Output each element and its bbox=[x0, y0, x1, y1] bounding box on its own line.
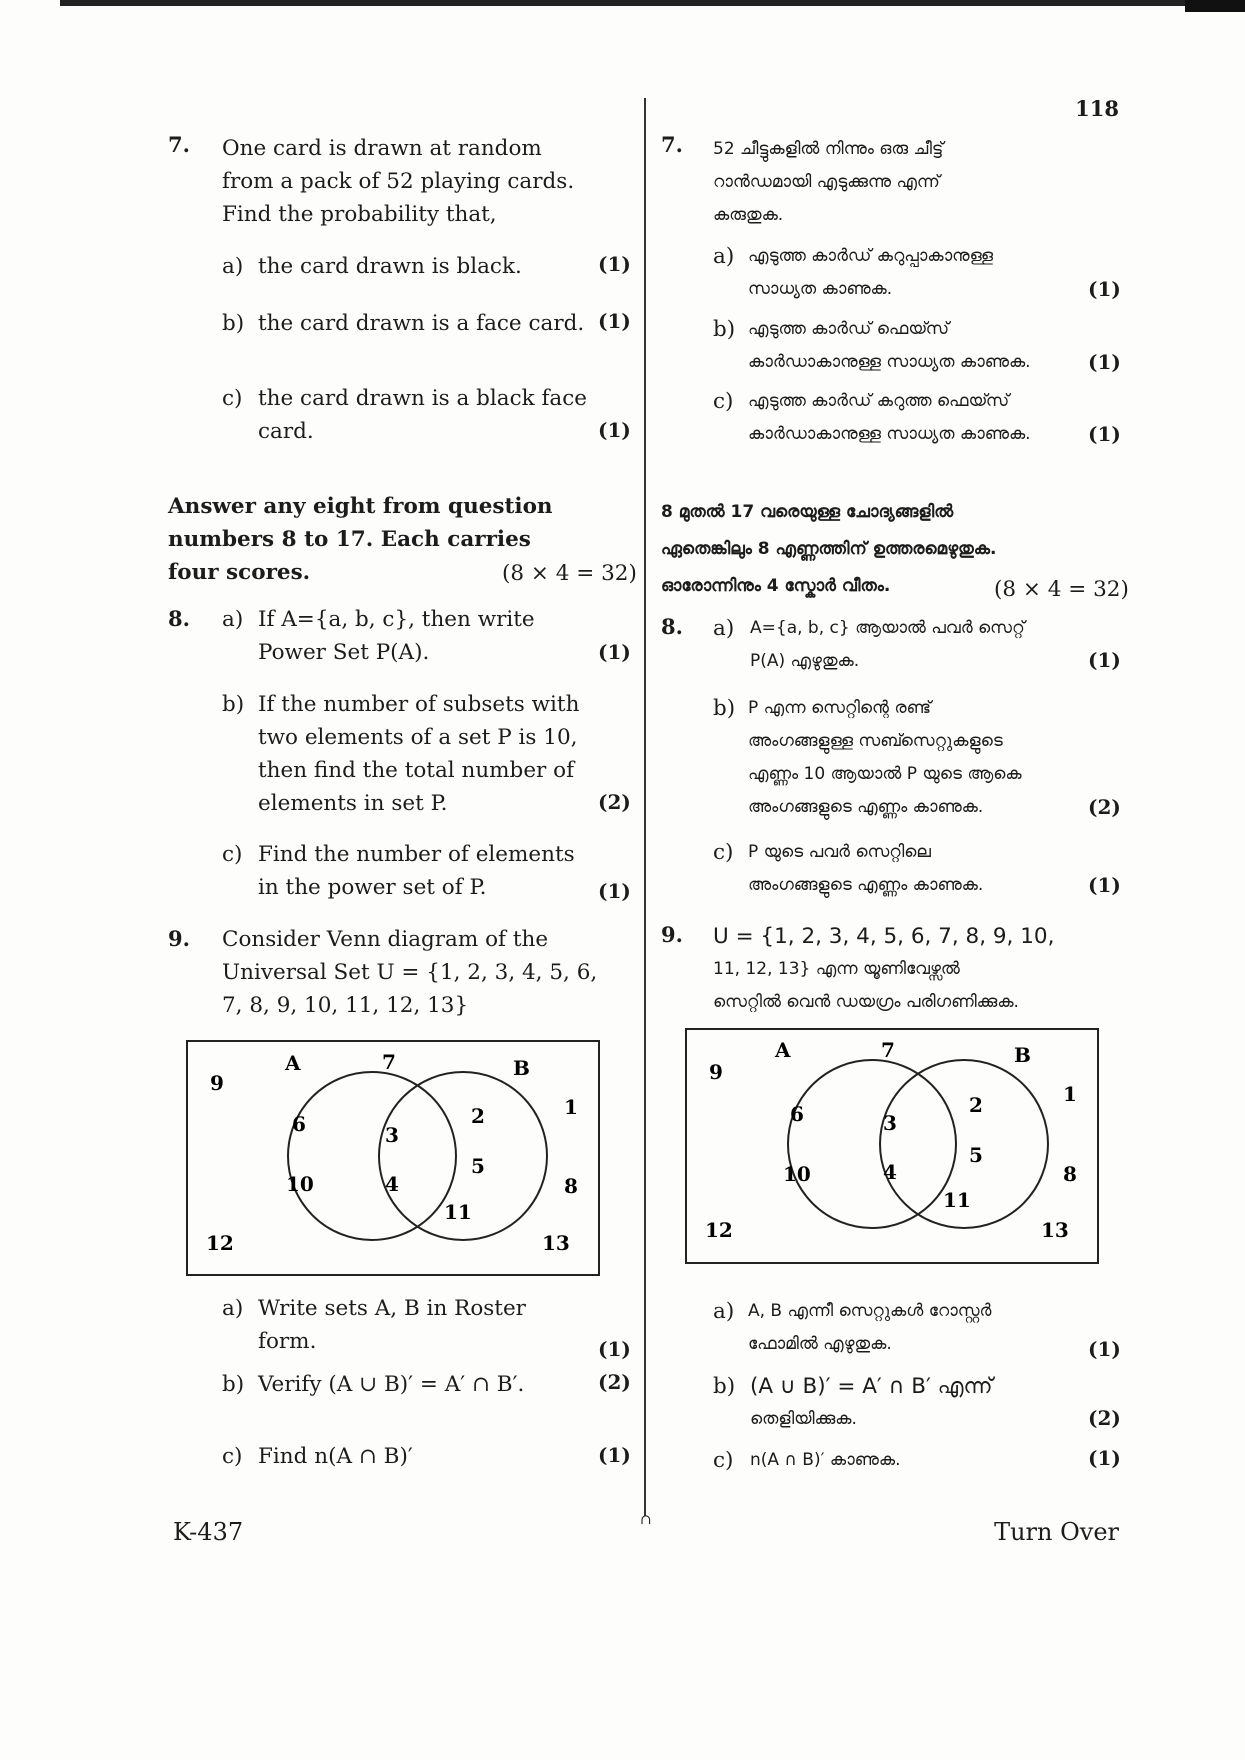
ml-q7b-line: കാർഡാകാനുള്ള സാധ്യത കാണുക. bbox=[748, 352, 1031, 372]
ml-q8-number: 8. bbox=[661, 614, 683, 639]
q8c-mark: (1) bbox=[598, 879, 631, 903]
venn-region-b: 11 bbox=[444, 1200, 472, 1224]
venn-region-b: 5 bbox=[969, 1143, 983, 1167]
q8b-line: elements in set P. bbox=[258, 791, 448, 816]
ml-q9c-mark: (1) bbox=[1088, 1446, 1121, 1470]
venn-region-ab: 4 bbox=[385, 1172, 399, 1196]
ml-q8b-label: b) bbox=[713, 696, 736, 721]
venn-region-b: 11 bbox=[943, 1188, 971, 1212]
ml-q9b-label: b) bbox=[713, 1374, 736, 1399]
ml-q8b-line: P എന്ന സെറ്റിന്റെ രണ്ട് bbox=[748, 698, 932, 718]
q8c-line: in the power set of P. bbox=[258, 875, 487, 900]
q9-stem-line: Universal Set U = {1, 2, 3, 4, 5, 6, bbox=[222, 960, 598, 985]
q9c-label: c) bbox=[222, 1444, 243, 1469]
q8b-mark: (2) bbox=[598, 790, 631, 814]
q8a-text bbox=[258, 603, 535, 669]
ml-q9b-line: (A ∪ B)′ = A′ ∩ B′ എന്ന് bbox=[750, 1374, 993, 1399]
ml-q7c-line: എടുത്ത കാർഡ് കറുത്ത ഫെയ്സ് bbox=[748, 391, 1010, 411]
q9-number: 9. bbox=[168, 926, 190, 951]
ml-q7-stem-line: 52 ചീട്ടുകളിൽ നിന്നും ഒരു ചീട്ട് bbox=[713, 139, 944, 159]
ml-q8c-line: അംഗങ്ങളുടെ എണ്ണം കാണുക. bbox=[748, 875, 984, 895]
venn-label-b: B bbox=[1014, 1043, 1031, 1067]
q7-stem-line: One card is drawn at random bbox=[222, 136, 542, 161]
ml-q9-stem-line: 11, 12, 13} എന്ന യൂണിവേഴ്സൽ bbox=[713, 959, 960, 979]
q7a-label: a) bbox=[222, 254, 244, 279]
q8b-line: If the number of subsets with bbox=[258, 692, 580, 717]
q9b-mark: (2) bbox=[598, 1370, 631, 1394]
venn-region-ab: 3 bbox=[385, 1123, 399, 1147]
q8-number: 8. bbox=[168, 606, 190, 631]
venn-outside: 12 bbox=[705, 1218, 733, 1242]
ml-q9b-mark: (2) bbox=[1088, 1406, 1121, 1430]
q7-stem-line: from a pack of 52 playing cards. bbox=[222, 169, 575, 194]
venn-diagram-english bbox=[186, 1040, 600, 1280]
venn-region-b: 2 bbox=[969, 1093, 983, 1117]
ml-q8c-label: c) bbox=[713, 840, 734, 865]
q7b-label: b) bbox=[222, 311, 245, 336]
q7c-mark: (1) bbox=[598, 418, 631, 442]
ml-q9b-line: തെളിയിക്കുക. bbox=[750, 1409, 857, 1429]
q8c-label: c) bbox=[222, 842, 243, 867]
q7a-mark: (1) bbox=[598, 252, 631, 276]
ml-q7a-label: a) bbox=[713, 244, 735, 269]
ml-section-line: 8 മുതൽ 17 വരെയുള്ള ചോദ്യങ്ങളിൽ bbox=[661, 502, 954, 522]
ml-q8a-label: a) bbox=[713, 616, 735, 641]
ml-q9a-label: a) bbox=[713, 1299, 735, 1324]
ml-q7a-line: എടുത്ത കാർഡ് കറുപ്പാകാനുള്ള bbox=[748, 246, 994, 266]
section-line: numbers 8 to 17. Each carries bbox=[168, 527, 531, 552]
ml-q9-number: 9. bbox=[661, 922, 683, 947]
venn-outside: 9 bbox=[210, 1071, 224, 1095]
venn-region-a: 10 bbox=[783, 1162, 811, 1186]
column-divider bbox=[644, 98, 646, 1516]
paper-code: K-437 bbox=[173, 1518, 244, 1546]
turn-over-label: Turn Over bbox=[994, 1518, 1119, 1546]
venn-region-ab: 3 bbox=[883, 1111, 897, 1135]
ml-q8a-line: P(A) എഴുതുക. bbox=[750, 651, 860, 671]
ml-q7b-mark: (1) bbox=[1088, 350, 1121, 374]
venn-region-b: 2 bbox=[471, 1104, 485, 1128]
ml-q7b-text bbox=[748, 313, 1031, 379]
q7a-text: the card drawn is black. bbox=[258, 254, 522, 279]
ml-q7c-text bbox=[748, 385, 1031, 451]
q8a-mark: (1) bbox=[598, 640, 631, 664]
q7-number: 7. bbox=[168, 132, 190, 157]
q8b-label: b) bbox=[222, 692, 245, 717]
ml-q8c-mark: (1) bbox=[1088, 873, 1121, 897]
ml-q9a-mark: (1) bbox=[1088, 1337, 1121, 1361]
q9-stem-line: 7, 8, 9, 10, 11, 12, 13} bbox=[222, 993, 469, 1018]
ml-section-line: ഓരോന്നിനും 4 സ്കോർ വീതം. bbox=[661, 576, 891, 596]
ml-q7a-text bbox=[748, 240, 993, 306]
q8b-text bbox=[258, 688, 579, 820]
q7b-text: the card drawn is a face card. bbox=[258, 311, 585, 336]
ml-q8b-line: അംഗങ്ങളുടെ എണ്ണം കാണുക. bbox=[748, 797, 984, 817]
venn-label-a: A bbox=[775, 1038, 791, 1062]
venn-diagram-malayalam bbox=[685, 1028, 1099, 1268]
q9-stem bbox=[222, 923, 602, 1022]
q7-stem bbox=[222, 132, 582, 231]
ml-q9c-text: n(A ∩ B)′ കാണുക. bbox=[750, 1450, 901, 1470]
ml-q8a-line: A={a, b, c} ആയാൽ പവർ സെറ്റ് bbox=[750, 618, 1025, 638]
ml-q7-number: 7. bbox=[661, 132, 683, 157]
venn-outside: 13 bbox=[542, 1231, 570, 1255]
ml-section-line: ഏതെങ്കിലും 8 എണ്ണത്തിന് ഉത്തരമെഴുതുക. bbox=[661, 539, 997, 559]
q8c-line: Find the number of elements bbox=[258, 842, 575, 867]
ml-q7a-mark: (1) bbox=[1088, 277, 1121, 301]
q9c-mark: (1) bbox=[598, 1443, 631, 1467]
ml-q9c-label: c) bbox=[713, 1448, 734, 1473]
venn-outside: 1 bbox=[564, 1095, 578, 1119]
venn-outside: 13 bbox=[1041, 1218, 1069, 1242]
venn-outside: 12 bbox=[206, 1231, 234, 1255]
ml-q7b-label: b) bbox=[713, 317, 736, 342]
section-line: four scores. bbox=[168, 560, 311, 585]
q7-stem-line: Find the probability that, bbox=[222, 202, 497, 227]
ml-q9b-text bbox=[750, 1370, 993, 1436]
venn-outside: 7 bbox=[382, 1050, 396, 1074]
q9a-line: Write sets A, B in Roster bbox=[258, 1296, 526, 1321]
ml-q7-stem-line: കരുതുക. bbox=[713, 205, 784, 225]
q8a-line: If A={a, b, c}, then write bbox=[258, 607, 535, 632]
q8b-line: then find the total number of bbox=[258, 758, 575, 783]
q9a-line: form. bbox=[258, 1329, 317, 1354]
venn-region-a: 6 bbox=[292, 1112, 306, 1136]
section-score: (8 × 4 = 32) bbox=[502, 561, 637, 586]
ml-q9-stem-line: U = {1, 2, 3, 4, 5, 6, 7, 8, 9, 10, bbox=[713, 924, 1055, 949]
q7b-mark: (1) bbox=[598, 309, 631, 333]
page-number: 118 bbox=[1075, 96, 1119, 121]
ml-q8b-line: അംഗങ്ങളുള്ള സബ്സെറ്റുകളുടെ bbox=[748, 731, 1003, 751]
scan-edge bbox=[60, 0, 1245, 6]
q7c-line: the card drawn is a black face bbox=[258, 386, 588, 411]
scan-edge-corner bbox=[1185, 0, 1245, 12]
venn-region-b: 5 bbox=[471, 1154, 485, 1178]
q9-stem-line: Consider Venn diagram of the bbox=[222, 927, 549, 952]
ml-q8b-text bbox=[748, 692, 1022, 824]
ml-q9a-text bbox=[748, 1295, 991, 1361]
venn-label-b: B bbox=[513, 1056, 530, 1080]
venn-outside: 8 bbox=[1063, 1162, 1077, 1186]
q9b-text: Verify (A ∪ B)′ = A′ ∩ B′. bbox=[258, 1372, 525, 1397]
ml-q9a-line: A, B എന്നീ സെറ്റുകൾ റോസ്റ്റർ bbox=[748, 1301, 992, 1321]
venn-outside: 8 bbox=[564, 1174, 578, 1198]
ml-q9-stem-line: സെറ്റിൽ വെൻ ഡയഗ്രം പരിഗണിക്കുക. bbox=[713, 992, 1019, 1012]
ml-q8a-mark: (1) bbox=[1088, 648, 1121, 672]
q8a-line: Power Set P(A). bbox=[258, 640, 430, 665]
q9b-label: b) bbox=[222, 1372, 245, 1397]
q7c-text bbox=[258, 382, 587, 448]
venn-label-a: A bbox=[285, 1051, 301, 1075]
ml-q7c-line: കാർഡാകാനുള്ള സാധ്യത കാണുക. bbox=[748, 424, 1031, 444]
ml-q8b-line: എണ്ണം 10 ആയാൽ P യുടെ ആകെ bbox=[748, 764, 1022, 784]
ml-q7c-label: c) bbox=[713, 389, 734, 414]
footer-mark: ∩ bbox=[640, 1512, 652, 1528]
q8c-text bbox=[258, 838, 575, 904]
venn-region-a: 6 bbox=[790, 1102, 804, 1126]
ml-q7b-line: എടുത്ത കാർഡ് ഫെയ്സ് bbox=[748, 319, 950, 339]
q7c-line: card. bbox=[258, 419, 314, 444]
ml-q9-stem bbox=[713, 920, 1093, 1019]
q9c-text: Find n(A ∩ B)′ bbox=[258, 1444, 413, 1469]
ml-q8c-text bbox=[748, 836, 983, 902]
venn-region-a: 10 bbox=[286, 1172, 314, 1196]
ml-q7-stem-line: റാൻഡമായി എടുക്കുന്നു എന്ന് bbox=[713, 172, 940, 192]
q7c-label: c) bbox=[222, 386, 243, 411]
ml-q8a-text bbox=[750, 612, 1025, 678]
ml-q7c-mark: (1) bbox=[1088, 422, 1121, 446]
q8b-line: two elements of a set P is 10, bbox=[258, 725, 578, 750]
venn-region-ab: 4 bbox=[883, 1160, 897, 1184]
q8a-label: a) bbox=[222, 607, 244, 632]
ml-q9a-line: ഫോമിൽ എഴുതുക. bbox=[748, 1334, 892, 1354]
ml-q8b-mark: (2) bbox=[1088, 795, 1121, 819]
q9a-label: a) bbox=[222, 1296, 244, 1321]
venn-outside: 1 bbox=[1063, 1082, 1077, 1106]
ml-section-score: (8 × 4 = 32) bbox=[994, 577, 1129, 602]
venn-outside: 9 bbox=[709, 1060, 723, 1084]
ml-q7-stem bbox=[713, 133, 1073, 232]
ml-q7a-line: സാധ്യത കാണുക. bbox=[748, 279, 893, 299]
q9a-mark: (1) bbox=[598, 1337, 631, 1361]
q9a-text bbox=[258, 1292, 526, 1358]
venn-outside: 7 bbox=[881, 1038, 895, 1062]
section-line: Answer any eight from question bbox=[168, 494, 553, 519]
ml-q8c-line: P യുടെ പവർ സെറ്റിലെ bbox=[748, 842, 931, 862]
